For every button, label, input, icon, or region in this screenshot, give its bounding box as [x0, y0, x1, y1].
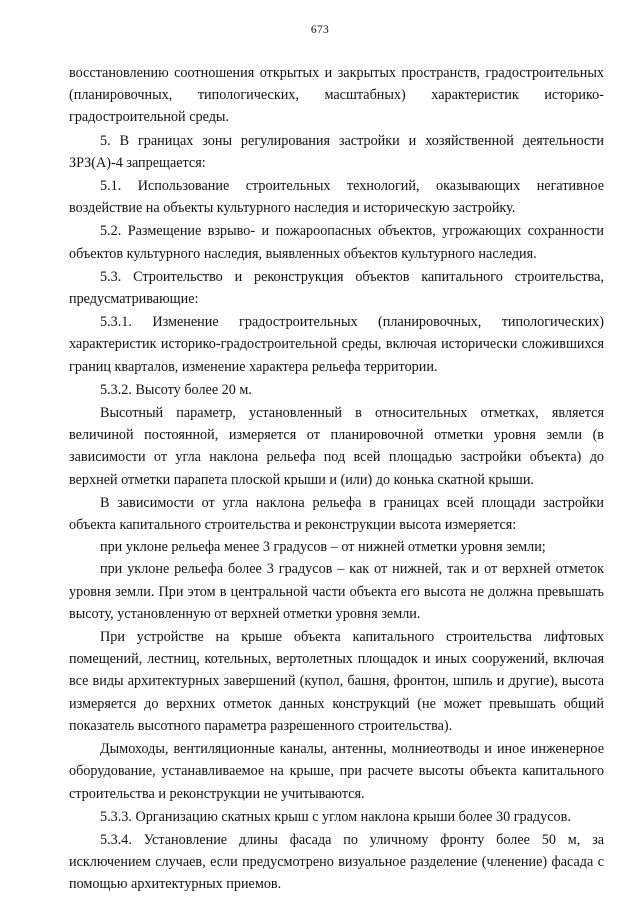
- paragraph-slope-more-3: при уклоне рельефа более 3 градусов – как от нижней, так и от верхней отметок уровня земли. При этом в центральной части объекта его высота не должна превышать высоту, установленную от верхней отметки уровня земли.: [69, 561, 604, 622]
- paragraph-slope-less-3: при уклоне рельефа менее 3 градусов – от нижней отметки уровня земли;: [100, 539, 546, 556]
- page-number: 673: [310, 24, 330, 36]
- paragraph-height-parameter: Высотный параметр, установленный в относительных отметках, является величиной постоянной, измеряется от планировочной отметки уровня земли (в зависимости от угла наклона рельефа под всей площадью застройки объекта) до верхней отметки парапета плоской крыши и (или) до конька скатной крыши.: [69, 405, 604, 488]
- document-body: [69, 62, 604, 896]
- paragraph-item-5-3-3: 5.3.3. Организацию скатных крыш с углом наклона крыши более 30 градусов.: [100, 808, 571, 825]
- paragraph-item-5-2: 5.2. Размещение взрыво- и пожароопасных объектов, угрожающих сохранности объектов культурного наследия, выявленных объектов культурного наследия.: [69, 223, 604, 262]
- paragraph-continuation: восстановлению соотношения открытых и закрытых пространств, градостроительных (планировочных, типологических, масштабных) характеристик историко-градостроительной среды.: [69, 65, 604, 126]
- paragraph-slope-dependency: В зависимости от угла наклона рельефа в границах всей площади застройки объекта капитального строительства и реконструкции высота измеряется:: [69, 494, 604, 534]
- paragraph-item-5-3-1: 5.3.1. Изменение градостроительных (планировочных, типологических) характеристик историко-градостроительной среды, включая исторически сложившихся границ кварталов, изменение характера рельефа территории.: [69, 314, 604, 375]
- paragraph-item-5-3: 5.3. Строительство и реконструкция объектов капитального строительства, предусматривающие:: [69, 268, 604, 308]
- paragraph-roof-structures: При устройстве на крыше объекта капитального строительства лифтовых помещений, лестниц, котельных, вертолетных площадок и иных сооружений, включая все виды архитектурных завершений (купол, башня, фронтон, шпиль и другие), высота измеряется до верхних отметок данных конструкций (не может превышать общий показатель высотного параметра разрешенного строительства).: [69, 629, 604, 734]
- paragraph-item-5-3-2: 5.3.2. Высоту более 20 м.: [100, 381, 252, 398]
- paragraph-item-5-3-4: 5.3.4. Установление длины фасада по уличному фронту более 50 м, за исключением случаев, если предусмотрено визуальное разделение (членение) фасада с помощью архитектурных приемов.: [69, 831, 604, 893]
- paragraph-item-5-1: 5.1. Использование строительных технологий, оказывающих негативное воздействие на объекты культурного наследия и историческую застройку.: [69, 178, 604, 217]
- paragraph-roof-equipment: Дымоходы, вентиляционные каналы, антенны, молниеотводы и иное инженерное оборудование, устанавливаемое на крыше, при расчете высоты объекта капитального строительства и реконструкции не учитываются.: [69, 741, 604, 802]
- paragraph-item-5: 5. В границах зоны регулирования застройки и хозяйственной деятельности ЗРЗ(А)-4 запрещается:: [69, 132, 604, 171]
